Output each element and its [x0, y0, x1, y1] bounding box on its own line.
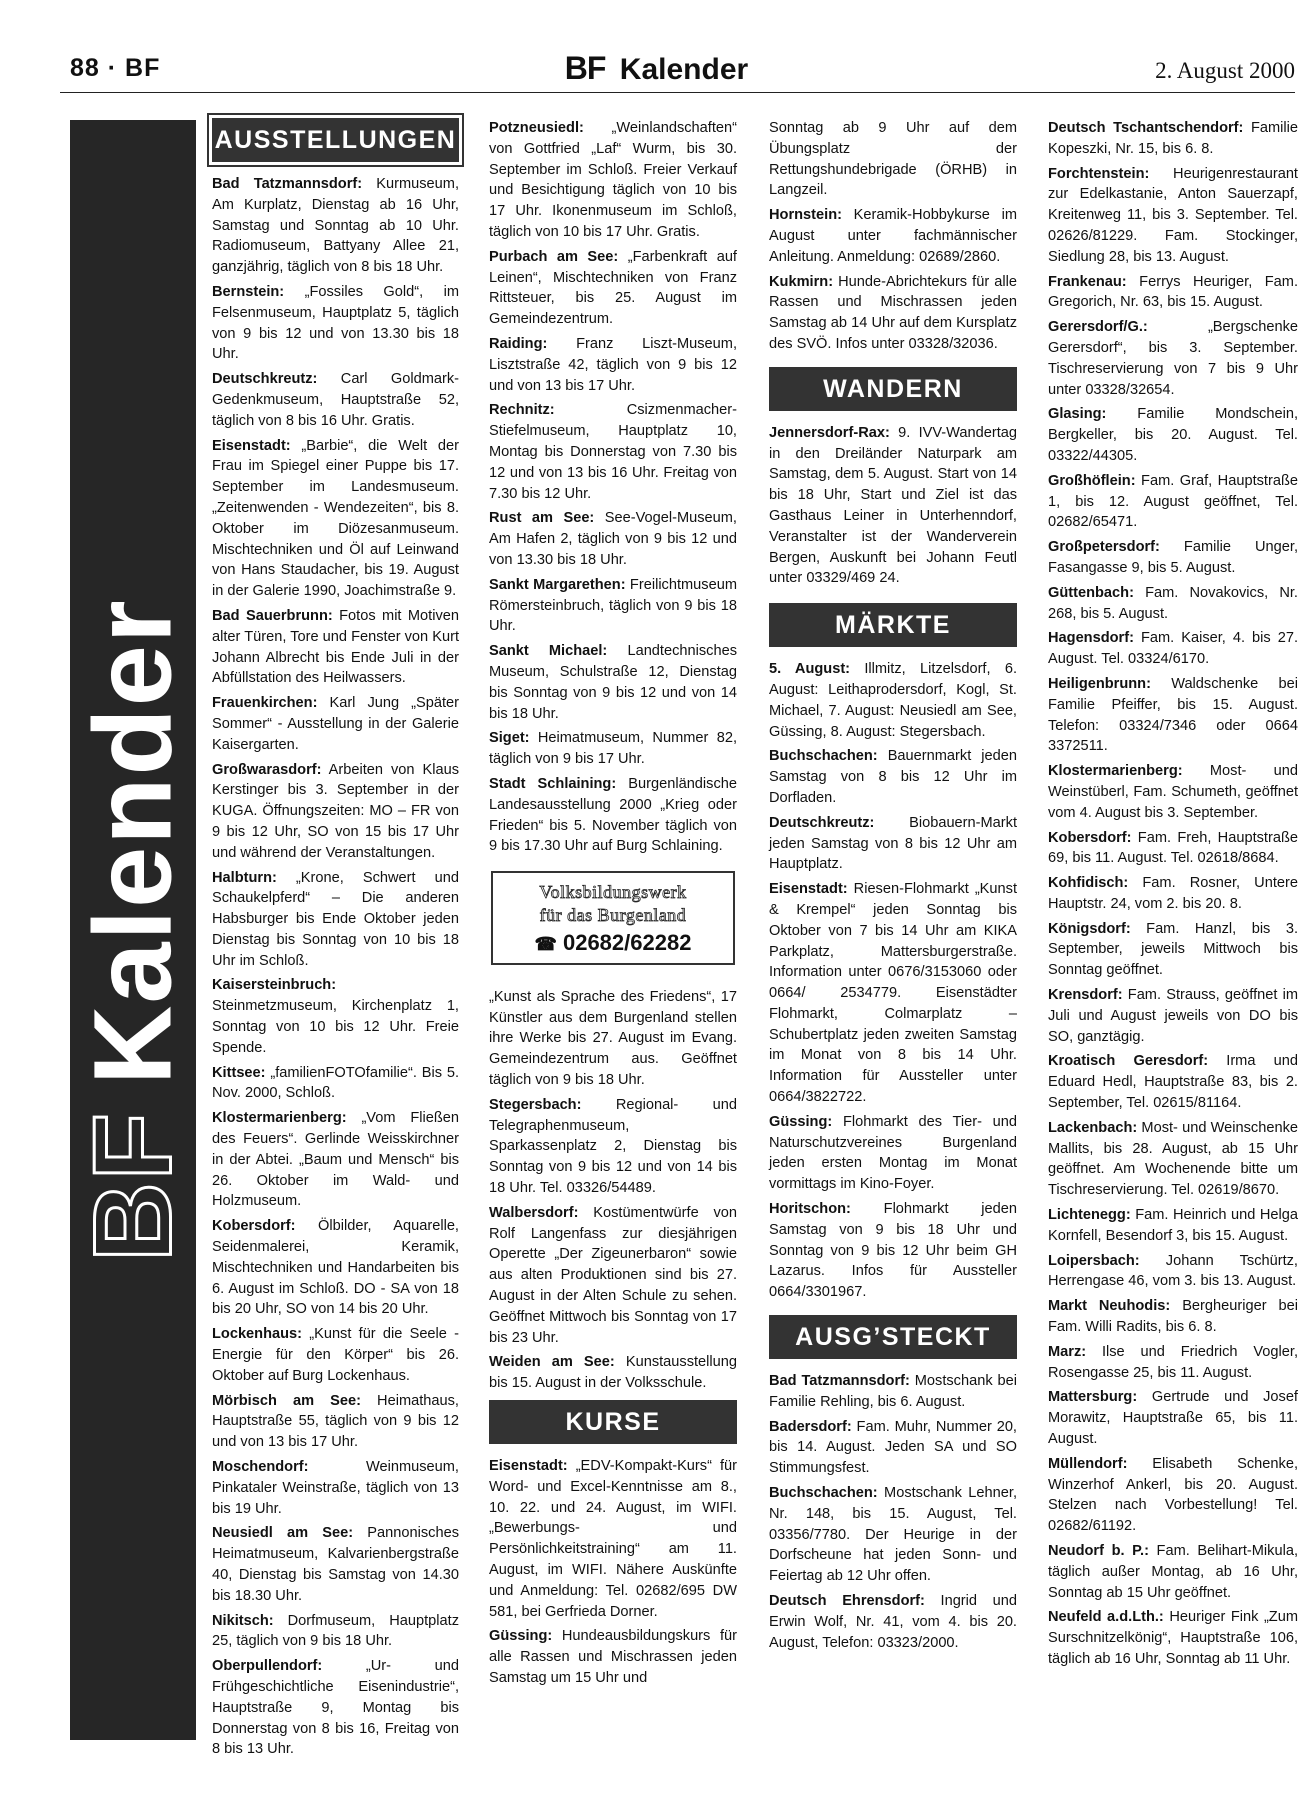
listing-entry: [769, 879, 1017, 1108]
listing-entry: [1048, 1251, 1298, 1293]
listing-text: See-Vogel-Museum, Am Hafen 2, täglich von 9 bis 12 und von 13.30 bis 18 Uhr.: [489, 510, 737, 568]
vertical-banner: [70, 120, 196, 1740]
listing-text: Heuriger Fink „Zum Surschnitzelkönig“, Hauptstraße 106, täglich ab 16 Uhr, Sonntag ab 11 Uhr.: [1048, 1609, 1298, 1667]
listing-text: Most- und Weinschenke Mallits, bis 28. August, ab 15 Uhr geöffnet. Am Wochenende bitte um Tischreservierung. Tel. 02619/8670.: [1048, 1119, 1298, 1199]
listing-list: [769, 118, 1017, 355]
listing-entry: [1048, 583, 1298, 625]
listing-place: Bad Tatzmannsdorf:: [769, 1373, 910, 1390]
listing-entry: [489, 1095, 737, 1199]
listing-place: Kroatisch Geresdorf:: [1048, 1053, 1209, 1070]
listing-text: „Bergschenke Gerersdorf“, bis 3. September. Tischreservierung von 7 bis 9 Uhr unter 03328/32654.: [1048, 319, 1298, 398]
listing-entry: [769, 272, 1017, 355]
listing-place: Moschendorf:: [212, 1459, 309, 1476]
listing-place: Oberpullendorf:: [212, 1658, 323, 1675]
listing-place: Neufeld a.d.Lth.:: [1048, 1609, 1164, 1626]
listing-place: Deutschkreutz:: [769, 814, 875, 831]
listing-text: Fam. Belihart-Mikula, täglich außer Montag, ab 16 Uhr, Sonntag ab 15 Uhr geöffnet.: [1048, 1543, 1298, 1601]
listing-entry: [489, 1352, 737, 1394]
banner-word: Kalender: [71, 598, 195, 1086]
listing-place: Kittsee:: [212, 1064, 266, 1081]
listing-text: Steinmetzmuseum, Kirchenplatz 1, Sonntag von 10 bis 12 Uhr. Freie Spende.: [212, 998, 459, 1056]
masthead: [0, 50, 1313, 87]
listing-text: Ölbilder, Aquarelle, Seidenmalerei, Keramik, Mischtechniken und Handarbeiten bis 6. August im Schloß. DO - SA von 18 bis 20 Uhr, SO von 14 bis 20 Uhr.: [212, 1218, 459, 1318]
listing-entry: [769, 1417, 1017, 1479]
listing-text: Fam. Graf, Hauptstraße 1, bis 12. August geöffnet, Tel. 02682/65471.: [1048, 472, 1298, 531]
listing-text: Csizmenmacher-Stiefelmuseum, Hauptplatz 10, Montag bis Donnerstag von 7.30 bis 12 und von 13 bis 16 Uhr. Freitag von 7.30 bis 12 Uhr.: [489, 402, 737, 502]
listing-text: Kostümentwürfe von Rolf Langenfass zur diesjährigen Operette „Der Zigeunerbaron“ sowie aus alten Produktionen sind bis 27. August in der Alten Schule zu sehen. Geöffnet Mittwoch bis Sonntag von 17 bis 23 Uhr.: [489, 1204, 737, 1346]
column-2: [489, 118, 737, 1693]
listing-place: Jennersdorf-Rax:: [769, 424, 890, 441]
listing-text: Carl Goldmark-Gedenkmuseum, Hauptstraße 52, täglich von 8 bis 16 Uhr. Gratis.: [212, 371, 459, 429]
listing-place: Purbach am See:: [489, 248, 619, 265]
listing-text: Heimatmuseum, Nummer 82, täglich von 9 bis 17 Uhr.: [489, 730, 737, 768]
listing-entry: [489, 1456, 737, 1622]
listing-text: Familie Mondschein, Bergkeller, bis 20. August. Tel. 03322/44305.: [1048, 406, 1298, 464]
listing-place: Eisenstadt:: [769, 881, 848, 898]
listing-text: Flohmarkt jeden Samstag von 9 bis 18 Uhr und Sonntag von 9 bis 12 Uhr beim GH Lazarus. Infos für Aussteller 0664/3301967.: [769, 1201, 1017, 1301]
listing-entry: [212, 606, 459, 689]
listing-entry: [212, 369, 459, 431]
listing-place: Eisenstadt:: [489, 1458, 568, 1475]
listing-place: Königsdorf:: [1048, 920, 1131, 937]
listing-entry: [769, 205, 1017, 267]
listing-place: Nikitsch:: [212, 1612, 274, 1629]
listing-entry: [489, 118, 737, 243]
listing-entry: [1048, 1454, 1298, 1537]
listing-place: Sankt Margarethen:: [489, 576, 626, 593]
listing-entry: [212, 436, 459, 602]
listing-place: Bad Sauerbrunn:: [212, 607, 333, 624]
listing-text: Waldschenke bei Familie Pfeiffer, bis 15. August. Telefon: 03324/7346 oder 0664 3372511.: [1048, 675, 1298, 755]
listing-list: [769, 1371, 1017, 1653]
listing-place: Forchtenstein:: [1048, 165, 1150, 182]
listing-text: Heimathaus, Hauptstraße 55, täglich von 9 bis 12 und von 13 bis 17 Uhr.: [212, 1392, 459, 1451]
listing-place: Eisenstadt:: [212, 437, 291, 454]
listing-entry: [212, 1611, 459, 1653]
listing-entry: [489, 334, 737, 396]
listing-entry: [1048, 828, 1298, 870]
listing-place: Rust am See:: [489, 510, 595, 527]
listing-place: Buchschachen:: [769, 748, 878, 765]
listing-text: Mostschank bei Familie Rehling, bis 6. August.: [769, 1373, 1017, 1410]
listing-entry: [769, 746, 1017, 808]
listing-text: Kunstausstellung bis 15. August in der Volksschule.: [489, 1354, 737, 1392]
listing-place: Bad Tatzmannsdorf:: [212, 176, 363, 192]
listing-place: Klostermarienberg:: [1048, 763, 1183, 780]
listing-text: Regional- und Telegraphenmuseum, Sparkassenplatz 2, Dienstag bis Sonntag von 9 bis 12 und von 14 bis 18 Uhr. Tel. 03326/54489.: [489, 1096, 737, 1197]
listing-entry: [489, 1203, 737, 1349]
ad-line-2: für das Burgenland: [539, 905, 687, 926]
listing-text: „EDV-Kompakt-Kurs“ für Word- und Excel-Kenntnisse am 8., 10. 22. und 24. August, im WIFI. „Bewerbungs- und Persönlichkeitstraining“ am 11. August, im WIFI. Nähere Auskünfte und Anmeldung: Tel. 02682/695 DW 581, bei Gerfrieda Dorner.: [489, 1458, 737, 1620]
listing-place: Kobersdorf:: [212, 1218, 296, 1235]
listing-text: Familie Unger, Fasangasse 9, bis 5. August.: [1048, 539, 1298, 576]
column-1: [212, 118, 459, 1764]
listing-text: Elisabeth Schenke, Winzerhof Ankerl, bis 20. August. Stelzen nach Vorbestellung! Tel. 02682/61192.: [1048, 1455, 1298, 1535]
listing-place: Güttenbach:: [1048, 584, 1134, 601]
listing-entry: [769, 1483, 1017, 1587]
listing-entry: [212, 693, 459, 755]
listing-place: Neudorf b. P.:: [1048, 1543, 1149, 1559]
listing-text: „Ur- und Frühgeschichtliche Eisenindustrie“, Hauptstraße 9, Montag bis Donnerstag von 8 bis 16, Freitag von 8 bis 13 Uhr.: [212, 1658, 459, 1758]
listing-list: [212, 174, 459, 1760]
listing-text: Pannonisches Heimatmuseum, Kalvarienbergstraße 40, Dienstag bis Samstag von 14.30 bis 18.30 Uhr.: [212, 1525, 459, 1604]
listing-entry: [212, 1391, 459, 1453]
listing-place: Deutsch Tschantschendorf:: [1048, 120, 1244, 136]
listing-text: Weinmuseum, Pinkataler Weinstraße, täglich von 13 bis 19 Uhr.: [212, 1459, 459, 1517]
header-rule: [60, 92, 1295, 93]
listing-place: Glasing:: [1048, 406, 1107, 423]
listing-text: Fam. Kaiser, 4. bis 27. August. Tel. 03324/6170.: [1048, 630, 1298, 668]
listing-entry: [212, 1216, 459, 1320]
listing-place: Krensdorf:: [1048, 987, 1123, 1004]
listing-entry: [1048, 537, 1298, 579]
issue-date: 2. August 2000: [1155, 58, 1295, 83]
listing-entry: [1048, 761, 1298, 823]
listing-place: Frankenau:: [1048, 273, 1127, 290]
listing-place: Siget:: [489, 730, 530, 747]
column-3: [769, 118, 1017, 1657]
listing-text: Fam. Hanzl, bis 3. September, jeweils Mittwoch bis Sonntag geöffnet.: [1048, 920, 1298, 979]
listing-text: Ferrys Heuriger, Fam. Gregorich, Nr. 63, bis 15. August.: [1048, 273, 1298, 311]
listing-entry: [769, 423, 1017, 589]
listing-place: 5. August:: [769, 661, 851, 678]
listing-text: Hunde-Abrichtekurs für alle Rassen und Mischrassen jeden Samstag ab 14 Uhr auf dem Kursplatz des SVÖ. Infos unter 03328/32036.: [769, 273, 1017, 352]
listing-place: Kobersdorf:: [1048, 829, 1132, 846]
listing-entry: [212, 1656, 459, 1760]
listing-place: Gerersdorf/G.:: [1048, 319, 1148, 336]
listing-list: [489, 987, 737, 1394]
listing-text: Gertrude und Josef Morawitz, Hauptstraße 65, bis 11. August.: [1048, 1389, 1298, 1448]
listing-place: Lackenbach:: [1048, 1119, 1138, 1136]
listing-list: [489, 1456, 737, 1689]
listing-entry: [212, 975, 459, 1058]
banner-bf: BF: [71, 1111, 195, 1262]
listing-place: Halbturn:: [212, 869, 277, 886]
listing-text: „Kunst als Sprache des Friedens“, 17 Künstler aus dem Burgenland stellen ihre Werke bis 27. August im Evang. Gemeindezentrum aus. Geöffnet täglich von 9 bis 18 Uhr.: [489, 988, 737, 1089]
listing-entry: [212, 1108, 459, 1212]
listing-place: Mörbisch am See:: [212, 1392, 361, 1409]
listing-text: Landtechnisches Museum, Schulstraße 12, Dienstag bis Sonntag von 9 bis 12 und von 14 bis 18 Uhr.: [489, 643, 737, 722]
listing-entry: [489, 728, 737, 770]
listing-text: „Vom Fließen des Feuers“. Gerlinde Weisskirchner in der Abtei. „Baum und Mensch“ bis 26. Oktober im Wald- und Holzmuseum.: [212, 1110, 459, 1210]
listing-place: Hornstein:: [769, 207, 842, 224]
listing-list: [1048, 118, 1298, 1670]
listing-text: Fam. Freh, Hauptstraße 69, bis 11. August. Tel. 02618/8684.: [1048, 829, 1298, 867]
listing-entry: [769, 1112, 1017, 1195]
advertisement-box: [491, 871, 735, 965]
listing-text: Dorfmuseum, Hauptplatz 25, täglich von 9 bis 18 Uhr.: [212, 1612, 459, 1650]
listing-place: Stadt Schlaining:: [489, 775, 617, 792]
listing-entry: [1048, 628, 1298, 670]
listing-place: Bernstein:: [212, 283, 285, 300]
listing-text: Bauernmarkt jeden Samstag von 8 bis 12 Uhr im Dorfladen.: [769, 748, 1017, 806]
listing-place: Großhöflein:: [1048, 472, 1136, 489]
listing-place: Walbersdorf:: [489, 1204, 579, 1221]
listing-entry: [1048, 1296, 1298, 1338]
listing-entry: [1048, 1205, 1298, 1247]
listing-text: Riesen-Flohmarkt „Kunst & Krempel“ jeden Sonntag bis Oktober von 7 bis 14 Uhr am KIKA Parkplatz, Mattersburgerstraße. Information unter 0676/3153060 oder 0664/ 2534779. Eisenstädter Flohmarkt, Colmarplatz – Schubertplatz jeden zweiten Samstag im Monat von 8 bis 14 Uhr. Information für Aussteller unter 0664/3822722.: [769, 881, 1017, 1106]
brand-logo: BF: [564, 50, 606, 86]
listing-entry: [1048, 404, 1298, 466]
listing-text: „Barbie“, die Welt der Frau im Spiegel einer Puppe bis 17. September im Landesmuseum. „Zeitenwenden - Wendezeiten“, bis 8. Oktober im Diözesanmuseum. Mischtechniken und Öl auf Leinwand von Hans Staudacher, bis 19. August in der Galerie 1990, Joachimstraße 9.: [212, 437, 459, 600]
listing-place: Großpetersdorf:: [1048, 539, 1160, 556]
listing-text: Hundeausbildungskurs für alle Rassen und Mischrassen jeden Samstag um 15 Uhr und: [489, 1628, 737, 1686]
listing-list: [489, 118, 737, 857]
listing-text: Fam. Novakovics, Nr. 268, bis 5. August.: [1048, 584, 1298, 622]
listing-text: Biobauern-Markt jeden Samstag von 8 bis 12 Uhr am Hauptplatz.: [769, 814, 1017, 873]
listing-place: Hagensdorf:: [1048, 630, 1134, 647]
listing-entry: [769, 1371, 1017, 1413]
listing-entry: [489, 774, 737, 857]
listing-text: Ingrid und Erwin Wolf, Nr. 41, vom 4. bis 20. August, Telefon: 03323/2000.: [769, 1593, 1017, 1651]
listing-text: Bergheuriger bei Fam. Willi Radits, bis 6. 8.: [1048, 1298, 1298, 1336]
listing-place: Großwarasdorf:: [212, 761, 322, 778]
listing-entry: [489, 400, 737, 504]
listing-place: Güssing:: [769, 1113, 833, 1130]
listing-entry: [769, 659, 1017, 742]
listing-entry: [1048, 471, 1298, 533]
listing-text: Familie Kopeszki, Nr. 15, bis 6. 8.: [1048, 120, 1298, 157]
listing-text: Illmitz, Litzelsdorf, 6. August: Leithaprodersdorf, Kogl, St. Michael, 7. August: Neusiedl am See, Güssing, 8. August: Stegersbach.: [769, 661, 1017, 740]
listing-place: Horitschon:: [769, 1201, 851, 1218]
listing-text: Fam. Strauss, geöffnet im Juli und August jeweils von DO bis SO, ganztägig.: [1048, 987, 1298, 1045]
listing-place: Mattersburg:: [1048, 1389, 1138, 1406]
listing-entry: [1048, 317, 1298, 400]
listing-entry: [212, 282, 459, 365]
listing-text: „Weinlandschaften“ von Gottfried „Laf“ Wurm, bis 30. September im Schloß. Freier Verkauf und Besichtigung täglich von 10 bis 17 Uhr. Ikonenmuseum im Schloß, täglich von 10 bis 17 Uhr. Gratis.: [489, 120, 737, 240]
listing-text: Most- und Weinstüberl, Fam. Schumeth, geöffnet vom 4. August bis 3. September.: [1048, 763, 1298, 821]
listing-entry: [489, 1626, 737, 1688]
listing-place: Heiligenbrunn:: [1048, 675, 1151, 692]
listing-entry: [489, 575, 737, 637]
listing-text: 9. IVV-Wandertag in den Dreiländer Naturpark am Samstag, dem 5. August. Start von 14 bis 18 Uhr, Start und Ziel ist das Gasthaus Leiner in Unterhenndorf, Veranstalter ist der Wanderverein Bergen, Auskunft bei Johann Feutl unter 03329/469 24.: [769, 424, 1017, 587]
listing-place: Deutschkreutz:: [212, 371, 318, 388]
listing-entry: [1048, 1342, 1298, 1384]
listing-text: Irma und Eduard Hedl, Hauptstraße 83, bis 2. September, Tel. 02615/81164.: [1048, 1053, 1298, 1112]
listing-place: Lichtenegg:: [1048, 1207, 1131, 1224]
listing-text: Johann Tschürtz, Herrengase 46, vom 3. bis 13. August.: [1048, 1252, 1298, 1290]
listing-entry: [1048, 1541, 1298, 1603]
listing-text: Freilichtmuseum Römersteinbruch, täglich von 9 bis 18 Uhr.: [489, 576, 737, 635]
ad-line-1: Volksbildungswerk: [539, 882, 687, 903]
listing-text: Mostschank Lehner, Nr. 148, bis 15. August, Tel. 03356/7780. Der Heurige in der Dorfscheune hat jeden Sonn- und Feiertag ab 12 Uhr offen.: [769, 1485, 1017, 1585]
listing-text: „Fossiles Gold“, im Felsenmuseum, Hauptplatz 5, täglich von 9 bis 12 und von 13.30 bis 18 Uhr.: [212, 283, 459, 363]
section-header-maerkte: MÄRKTE: [769, 603, 1017, 647]
listing-text: Flohmarkt des Tier- und Naturschutzvereines Burgenland jeden ersten Montag im Monat vormittags im Kino-Foyer.: [769, 1113, 1017, 1193]
section-header-ausgsteckt: AUSG’STECKT: [769, 1315, 1017, 1359]
listing-entry: [1048, 1118, 1298, 1201]
listing-place: Deutsch Ehrensdorf:: [769, 1593, 925, 1610]
listing-entry: [489, 641, 737, 724]
listing-entry: [1048, 1607, 1298, 1669]
listing-list: [769, 659, 1017, 1303]
page-number: 88 · BF: [70, 54, 161, 82]
section-header-kurse: KURSE: [489, 1400, 737, 1444]
listing-place: Raiding:: [489, 335, 548, 352]
listing-entry: [769, 1591, 1017, 1653]
listing-entry: [212, 1457, 459, 1519]
listing-entry: [1048, 873, 1298, 915]
section-title: Kalender: [619, 53, 749, 86]
listing-text: Kurmuseum, Am Kurplatz, Dienstag ab 16 Uhr, Samstag und Sonntag ab 10 Uhr. Radiomuseum, Battyany Allee 21, ganzjährig, täglich von 8 bis 18 Uhr.: [212, 176, 459, 276]
listing-entry: [212, 868, 459, 972]
listing-place: Sankt Michael:: [489, 643, 608, 660]
listing-place: Loipersbach:: [1048, 1252, 1140, 1269]
listing-list: [769, 423, 1017, 589]
listing-place: Markt Neuhodis:: [1048, 1298, 1171, 1315]
listing-place: Klostermarienberg:: [212, 1110, 347, 1127]
listing-place: Stegersbach:: [489, 1096, 582, 1113]
listing-entry: [489, 247, 737, 330]
listing-entry: [769, 813, 1017, 875]
listing-text: „familienFOTOfamilie“. Bis 5. Nov. 2000, Schloß.: [212, 1064, 459, 1102]
listing-place: Müllendorf:: [1048, 1455, 1128, 1472]
listing-text: „Farbenkraft auf Leinen“, Mischtechniken von Franz Rittsteuer, bis 25. August im Gemeindezentrum.: [489, 248, 737, 328]
listing-text: Sonntag ab 9 Uhr auf dem Übungsplatz der Rettungshundebrigade (ÖRHB) in Langzeil.: [769, 120, 1017, 199]
listing-text: Ilse und Friedrich Vogler, Rosengasse 25, bis 11. August.: [1048, 1343, 1298, 1381]
listing-entry: [212, 760, 459, 864]
listing-place: Kukmirn:: [769, 273, 834, 290]
listing-entry: [1048, 1051, 1298, 1113]
listing-place: Rechnitz:: [489, 402, 555, 419]
listing-place: Kohfidisch:: [1048, 875, 1129, 892]
listing-entry: [489, 508, 737, 570]
listing-text: Fam. Rosner, Untere Hauptstr. 24, vom 2. bis 20. 8.: [1048, 875, 1298, 912]
listing-text: „Krone, Schwert und Schaukelpferd“ – Die anderen Habsburger bis Ende Oktober jeden Dienstag bis Sonntag von 10 bis 18 Uhr im Schloß.: [212, 869, 459, 969]
listing-text: Arbeiten von Klaus Kerstinger bis 3. September in der KUGA. Öffnungszeiten: MO – FR von 9 bis 12 Uhr, SO von 15 bis 17 Uhr und während der Veranstaltungen.: [212, 761, 459, 861]
listing-entry: [1048, 919, 1298, 981]
listing-place: Potzneusiedl:: [489, 120, 584, 136]
listing-text: Fotos mit Motiven alter Türen, Tore und Fenster von Kurt Johann Albrecht bis Ende Juli in der Abfüllstation des Heilwassers.: [212, 607, 459, 687]
listing-entry: [1048, 985, 1298, 1047]
listing-entry: [1048, 674, 1298, 757]
listing-entry: [1048, 164, 1298, 268]
listing-text: Franz Liszt-Museum, Lisztstraße 42, täglich von 9 bis 12 und von 13 bis 17 Uhr.: [489, 335, 737, 394]
vertical-banner-text: [70, 598, 197, 1261]
section-header-ausstellungen: AUSSTELLUNGEN: [212, 118, 459, 162]
listing-entry: [212, 174, 459, 278]
ad-phone: [497, 930, 729, 956]
listing-text: Burgenländische Landesausstellung 2000 „Krieg oder Frieden“ bis 5. November täglich von 9 bis 17.30 Uhr auf Burg Schlaining.: [489, 775, 737, 855]
listing-text: Heurigenrestaurant zur Edelkastanie, Anton Sauerzapf, Kreitenweg 11, bis 3. September. Tel. 02626/81229. Fam. Stockinger, Siedlung 28, bis 13. August.: [1048, 165, 1298, 265]
listing-entry: [1048, 272, 1298, 314]
listing-entry: [1048, 118, 1298, 160]
listing-place: Lockenhaus:: [212, 1326, 303, 1343]
listing-text: „Kunst für die Seele - Energie für den Körper“ bis 26. Oktober auf Burg Lockenhaus.: [212, 1326, 459, 1384]
listing-place: Marz:: [1048, 1343, 1087, 1360]
listing-entry: [212, 1523, 459, 1606]
listing-place: Frauenkirchen:: [212, 695, 318, 712]
listing-text: Fam. Muhr, Nummer 20, bis 14. August. Jeden SA und SO Stimmungsfest.: [769, 1418, 1017, 1477]
listing-entry: [1048, 1387, 1298, 1449]
listing-place: Weiden am See:: [489, 1354, 615, 1371]
listing-text: Fam. Heinrich und Helga Kornfell, Besendorf 3, bis 15. August.: [1048, 1207, 1298, 1244]
ad-phone-number: 02682/62282: [562, 930, 692, 956]
section-header-wandern: WANDERN: [769, 367, 1017, 411]
listing-entry: [489, 987, 737, 1091]
listing-entry: [769, 118, 1017, 201]
listing-place: Buchschachen:: [769, 1485, 878, 1502]
listing-place: Badersdorf:: [769, 1418, 852, 1435]
phone-icon: ☎: [534, 934, 557, 955]
listing-text: Karl Jung „Später Sommer“ - Ausstellung in der Galerie Kaisergarten.: [212, 695, 459, 753]
listing-text: Keramik-Hobbykurse im August unter fachmännischer Anleitung. Anmeldung: 02689/2860.: [769, 207, 1017, 265]
listing-place: Kaisersteinbruch:: [212, 977, 337, 994]
column-4: [1048, 118, 1298, 1674]
listing-place: Güssing:: [489, 1628, 553, 1645]
listing-entry: [212, 1063, 459, 1105]
listing-entry: [212, 1324, 459, 1386]
listing-place: Neusiedl am See:: [212, 1525, 354, 1542]
listing-entry: [769, 1199, 1017, 1303]
